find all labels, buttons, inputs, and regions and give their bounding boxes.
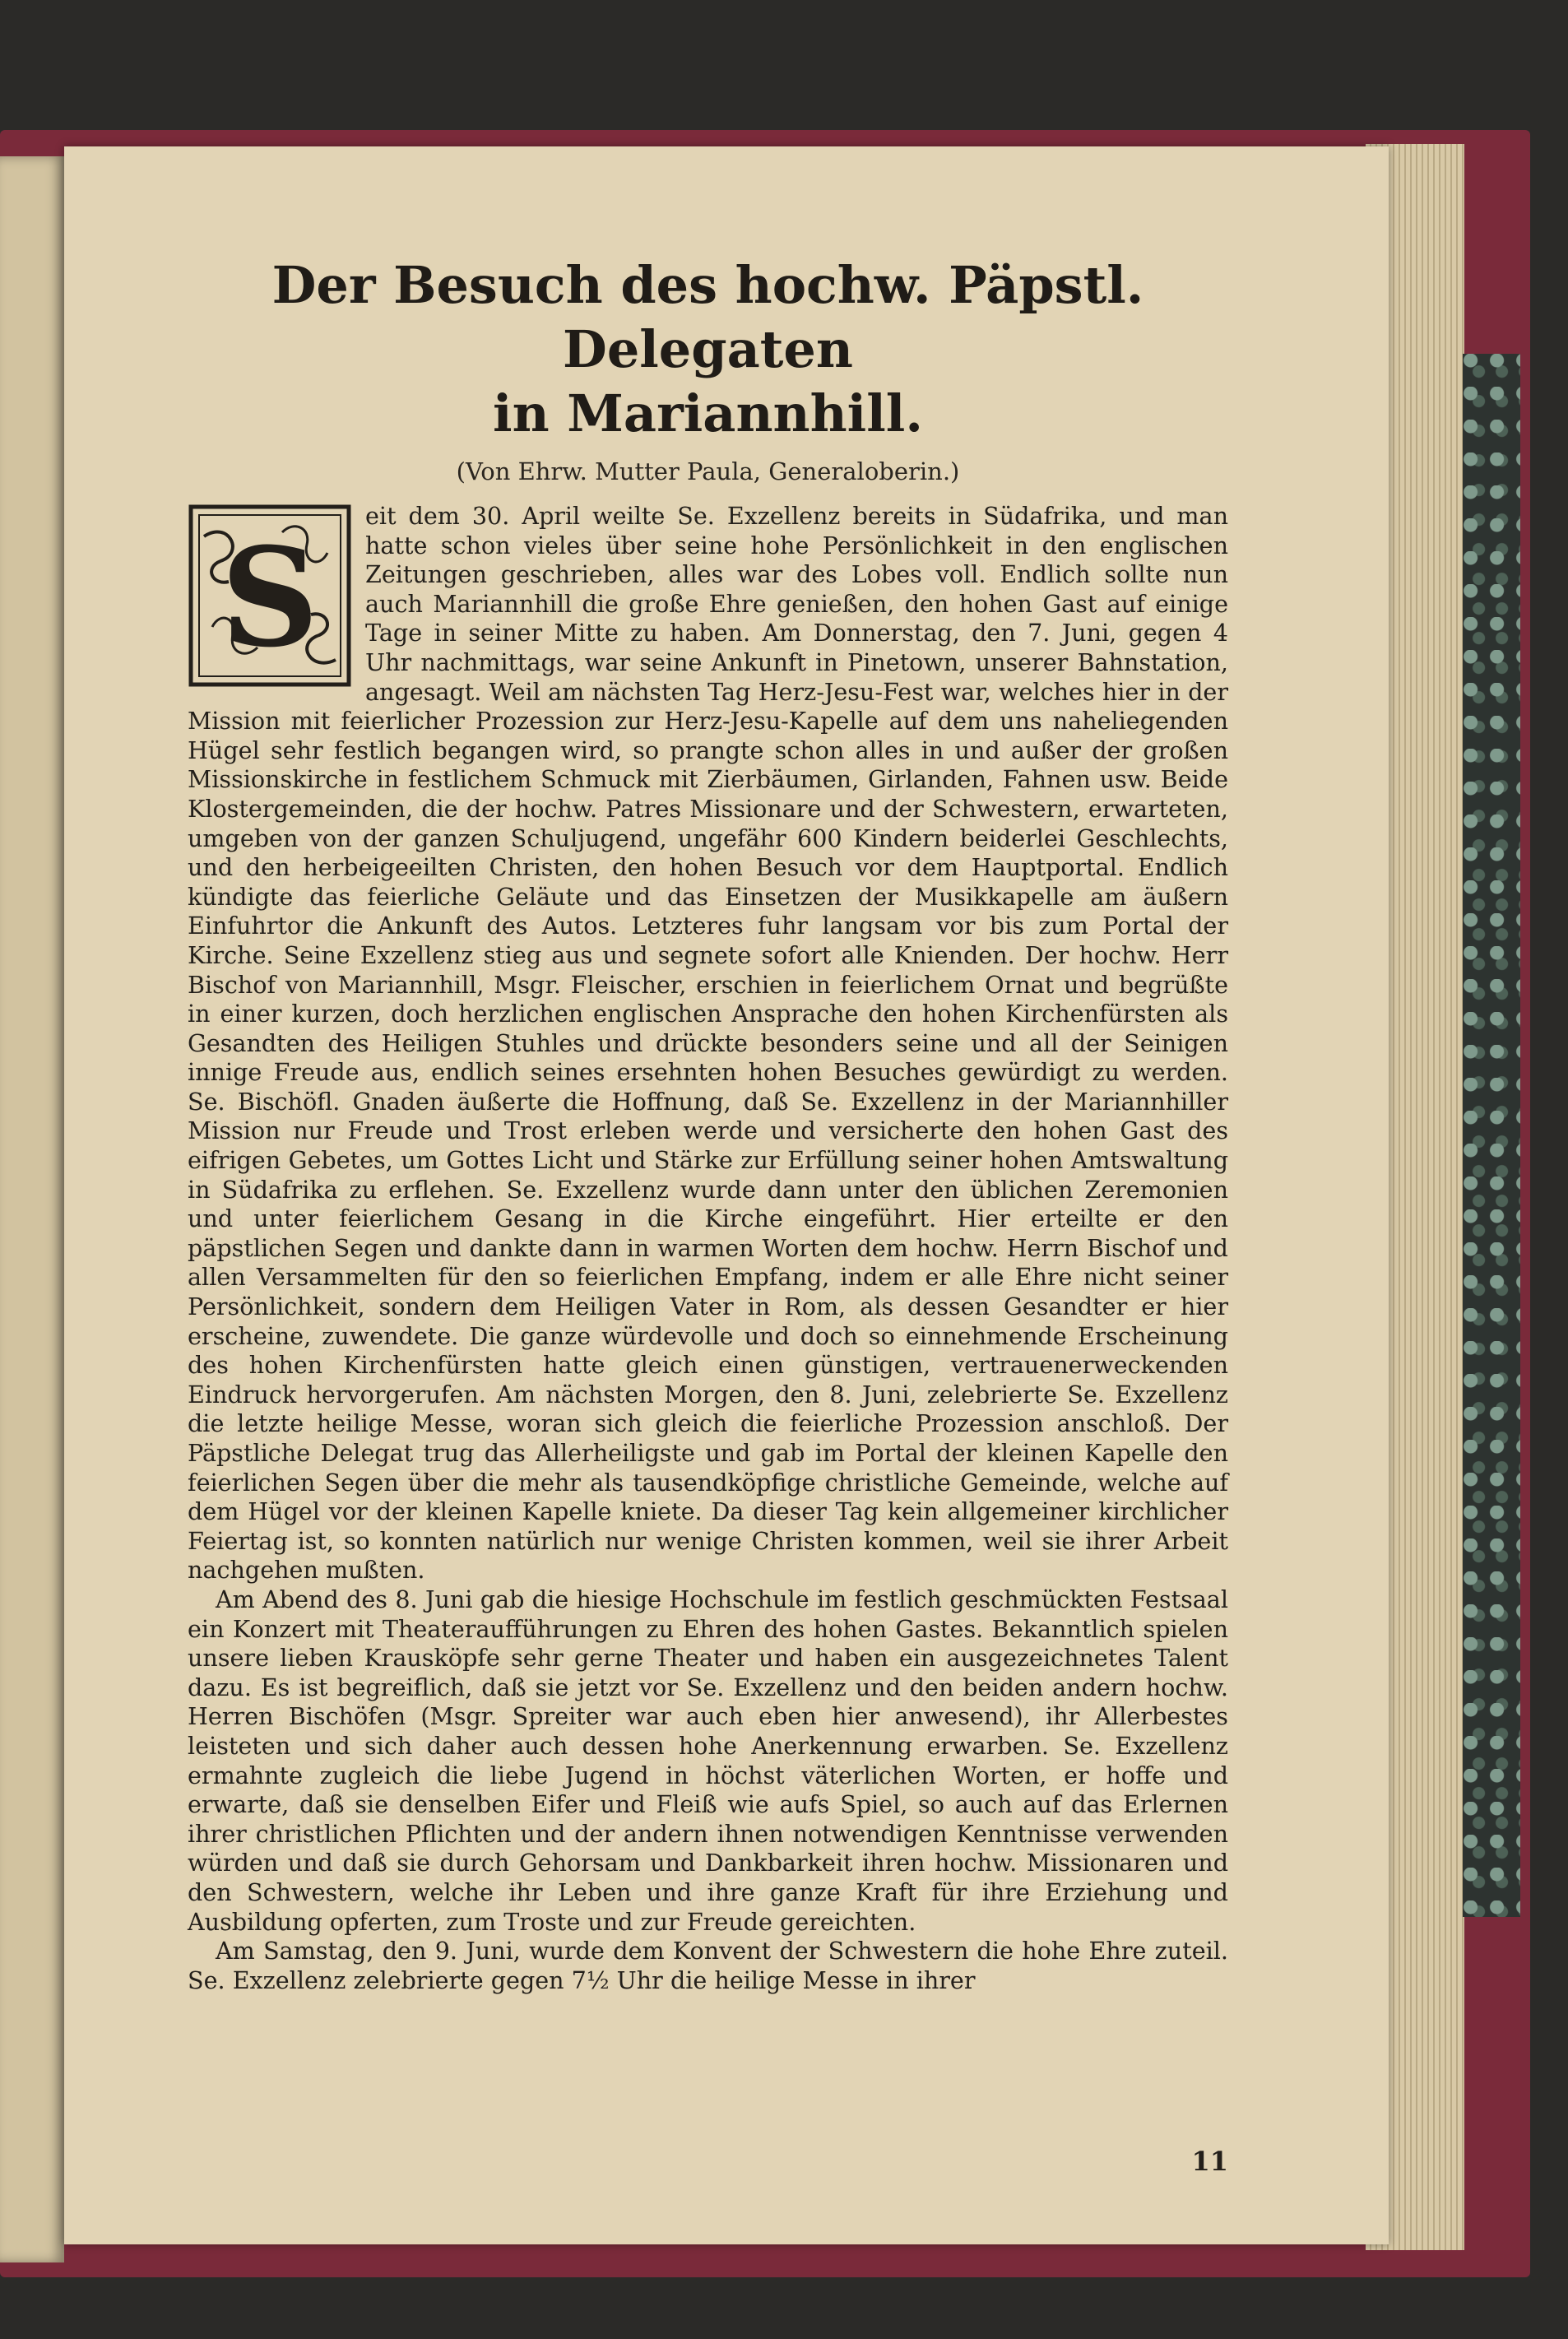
article-title [188,253,1228,446]
article-body [188,502,1228,1995]
ornamental-dropcap [188,504,352,688]
page-number: 11 [1191,2146,1228,2177]
left-page-edge [0,156,64,2262]
paragraph-1: eit dem 30. April weilte Se. Exzellenz bereits in Südafrika, und man hatte schon vieles über seine hohe Persönlichkeit in den englischen Zeitungen geschrieben, alles war des Lobes voll. Endlich sollte nun auch Mariannhill die große Ehre genießen, den hohen Gast auf einige Tage in seiner Mitte zu haben. Am Donnerstag, den 7. Juni, gegen 4 Uhr nachmittags, war seine Ankunft in Pinetown, unserer Bahnstation, angesagt. Weil am nächsten Tag Herz-Jesu-Fest war, welches hier in der Mission mit feierlicher Prozession zur Herz-Jesu-Kapelle auf dem uns naheliegenden Hügel sehr festlich begangen wird, so prangte schon alles in und außer der großen Missionskirche in festlichem Schmuck mit Zierbäumen, Girlanden, Fahnen usw. Beide Klostergemeinden, die der hochw. Patres Missionare und der Schwestern, erwarteten, umgeben von der ganzen Schuljugend, ungefähr 600 Kindern beiderlei Geschlechts, und den herbeigeeilten Christen, den hohen Besuch vor dem Hauptportal. Endlich kündigte das feierliche Geläute und das Einsetzen der Musikkapelle am äußern Einfuhrtor die Ankunft des Autos. Letzteres fuhr langsam vor bis zum Portal der Kirche. Seine Exzellenz stieg aus und segnete sofort alle Knienden. Der hochw. Herr Bischof von Mariannhill, Msgr. Fleischer, erschien in feierlichem Ornat und begrüßte in einer kurzen, doch herzlichen englischen Ansprache den hohen Kirchenfürsten als Gesandten des Heiligen Stuhles und drückte besonders seine und all der Seinigen innige Freude aus, endlich seines ersehnten hohen Besuches gewürdigt zu werden. Se. Bischöfl. Gnaden äußerte die Hoffnung, daß Se. Exzellenz in der Mariannhiller Mission nur Freude und Trost erleben werde und versicherte den hohen Gast des eifrigen Gebetes, um Gottes Licht und Stärke zur Erfüllung seiner hohen Amtswaltung in Südafrika zu erflehen. Se. Exzellenz wurde dann unter den üblichen Zeremonien und unter feierlichem Gesang in die Kirche eingeführt. Hier erteilte er den päpstlichen Segen und dankte dann in warmen Worten dem hochw. Herrn Bischof und allen Versammelten für den so feierlichen Empfang, indem er alle Ehre nicht seiner Persönlichkeit, sondern dem Heiligen Vater in Rom, als dessen Gesandter er hier erscheine, zuwendete. Die ganze würdevolle und doch so einnehmende Erscheinung des hohen Kirchenfürsten hatte gleich einen günstigen, vertrauenerweckenden Eindruck hervorgerufen. Am nächsten Morgen, den 8. Juni, zelebrierte Se. Exzellenz die letzte heilige Messe, woran sich gleich die feierliche Prozession anschloß. Der Päpstliche Delegat trug das Allerheiligste und gab im Portal der kleinen Kapelle den feierlichen Segen über die mehr als tausendköpfige christliche Gemeinde, welche auf dem Hügel vor der kleinen Kapelle kniete. Da dieser Tag kein allgemeiner kirchlicher Feiertag ist, so konnten natürlich nur wenige Christen kommen, weil sie ihrer Arbeit nachgehen mußten. [188,502,1228,1585]
article-byline: (Von Ehrw. Mutter Paula, Generaloberin.) [456,457,960,485]
book-page [64,146,1389,2244]
title-line-1: Der Besuch des hochw. Päpstl. Delegaten [271,255,1144,379]
paragraph-2: Am Abend des 8. Juni gab die hiesige Hochschule im festlich geschmückten Festsaal ein Konzert mit Theateraufführungen zu Ehren des hohen Gastes. Bekanntlich spielen unsere lieben Krausköpfe sehr gerne Theater und haben ein ausgezeichnetes Talent dazu. Es ist begreiflich, daß sie jetzt vor Se. Exzellenz und den beiden andern hochw. Herren Bischöfen (Msgr. Spreiter war auch eben hier anwesend), ihr Allerbestes leisteten und sich daher auch dessen hohe Anerkennung erwarben. Se. Exzellenz ermahnte zugleich die liebe Jugend in höchst väterlichen Worten, er hoffe und erwarte, daß sie denselben Eifer und Fleiß wie aufs Spiel, so auch auf das Erlernen ihrer christlichen Pflichten und der andern ihnen notwendigen Kenntnisse verwenden würden und daß sie durch Gehorsam und Dankbarkeit ihren hochw. Missionaren und den Schwestern, welche ihr Leben und ihre ganze Kraft für ihre Erziehung und Ausbildung opferten, zum Troste und zur Freude gereichten. [188,1585,1228,1936]
paragraph-3: Am Samstag, den 9. Juni, wurde dem Konvent der Schwestern die hohe Ehre zuteil. Se. Exzellenz zelebrierte gegen 7½ Uhr die heilige Messe in ihrer [188,1937,1228,1994]
article [188,253,1228,1995]
dropcap-letter: S [220,517,319,677]
marbled-cover [1463,354,1520,1917]
title-line-2: in Mariannhill. [493,383,923,443]
